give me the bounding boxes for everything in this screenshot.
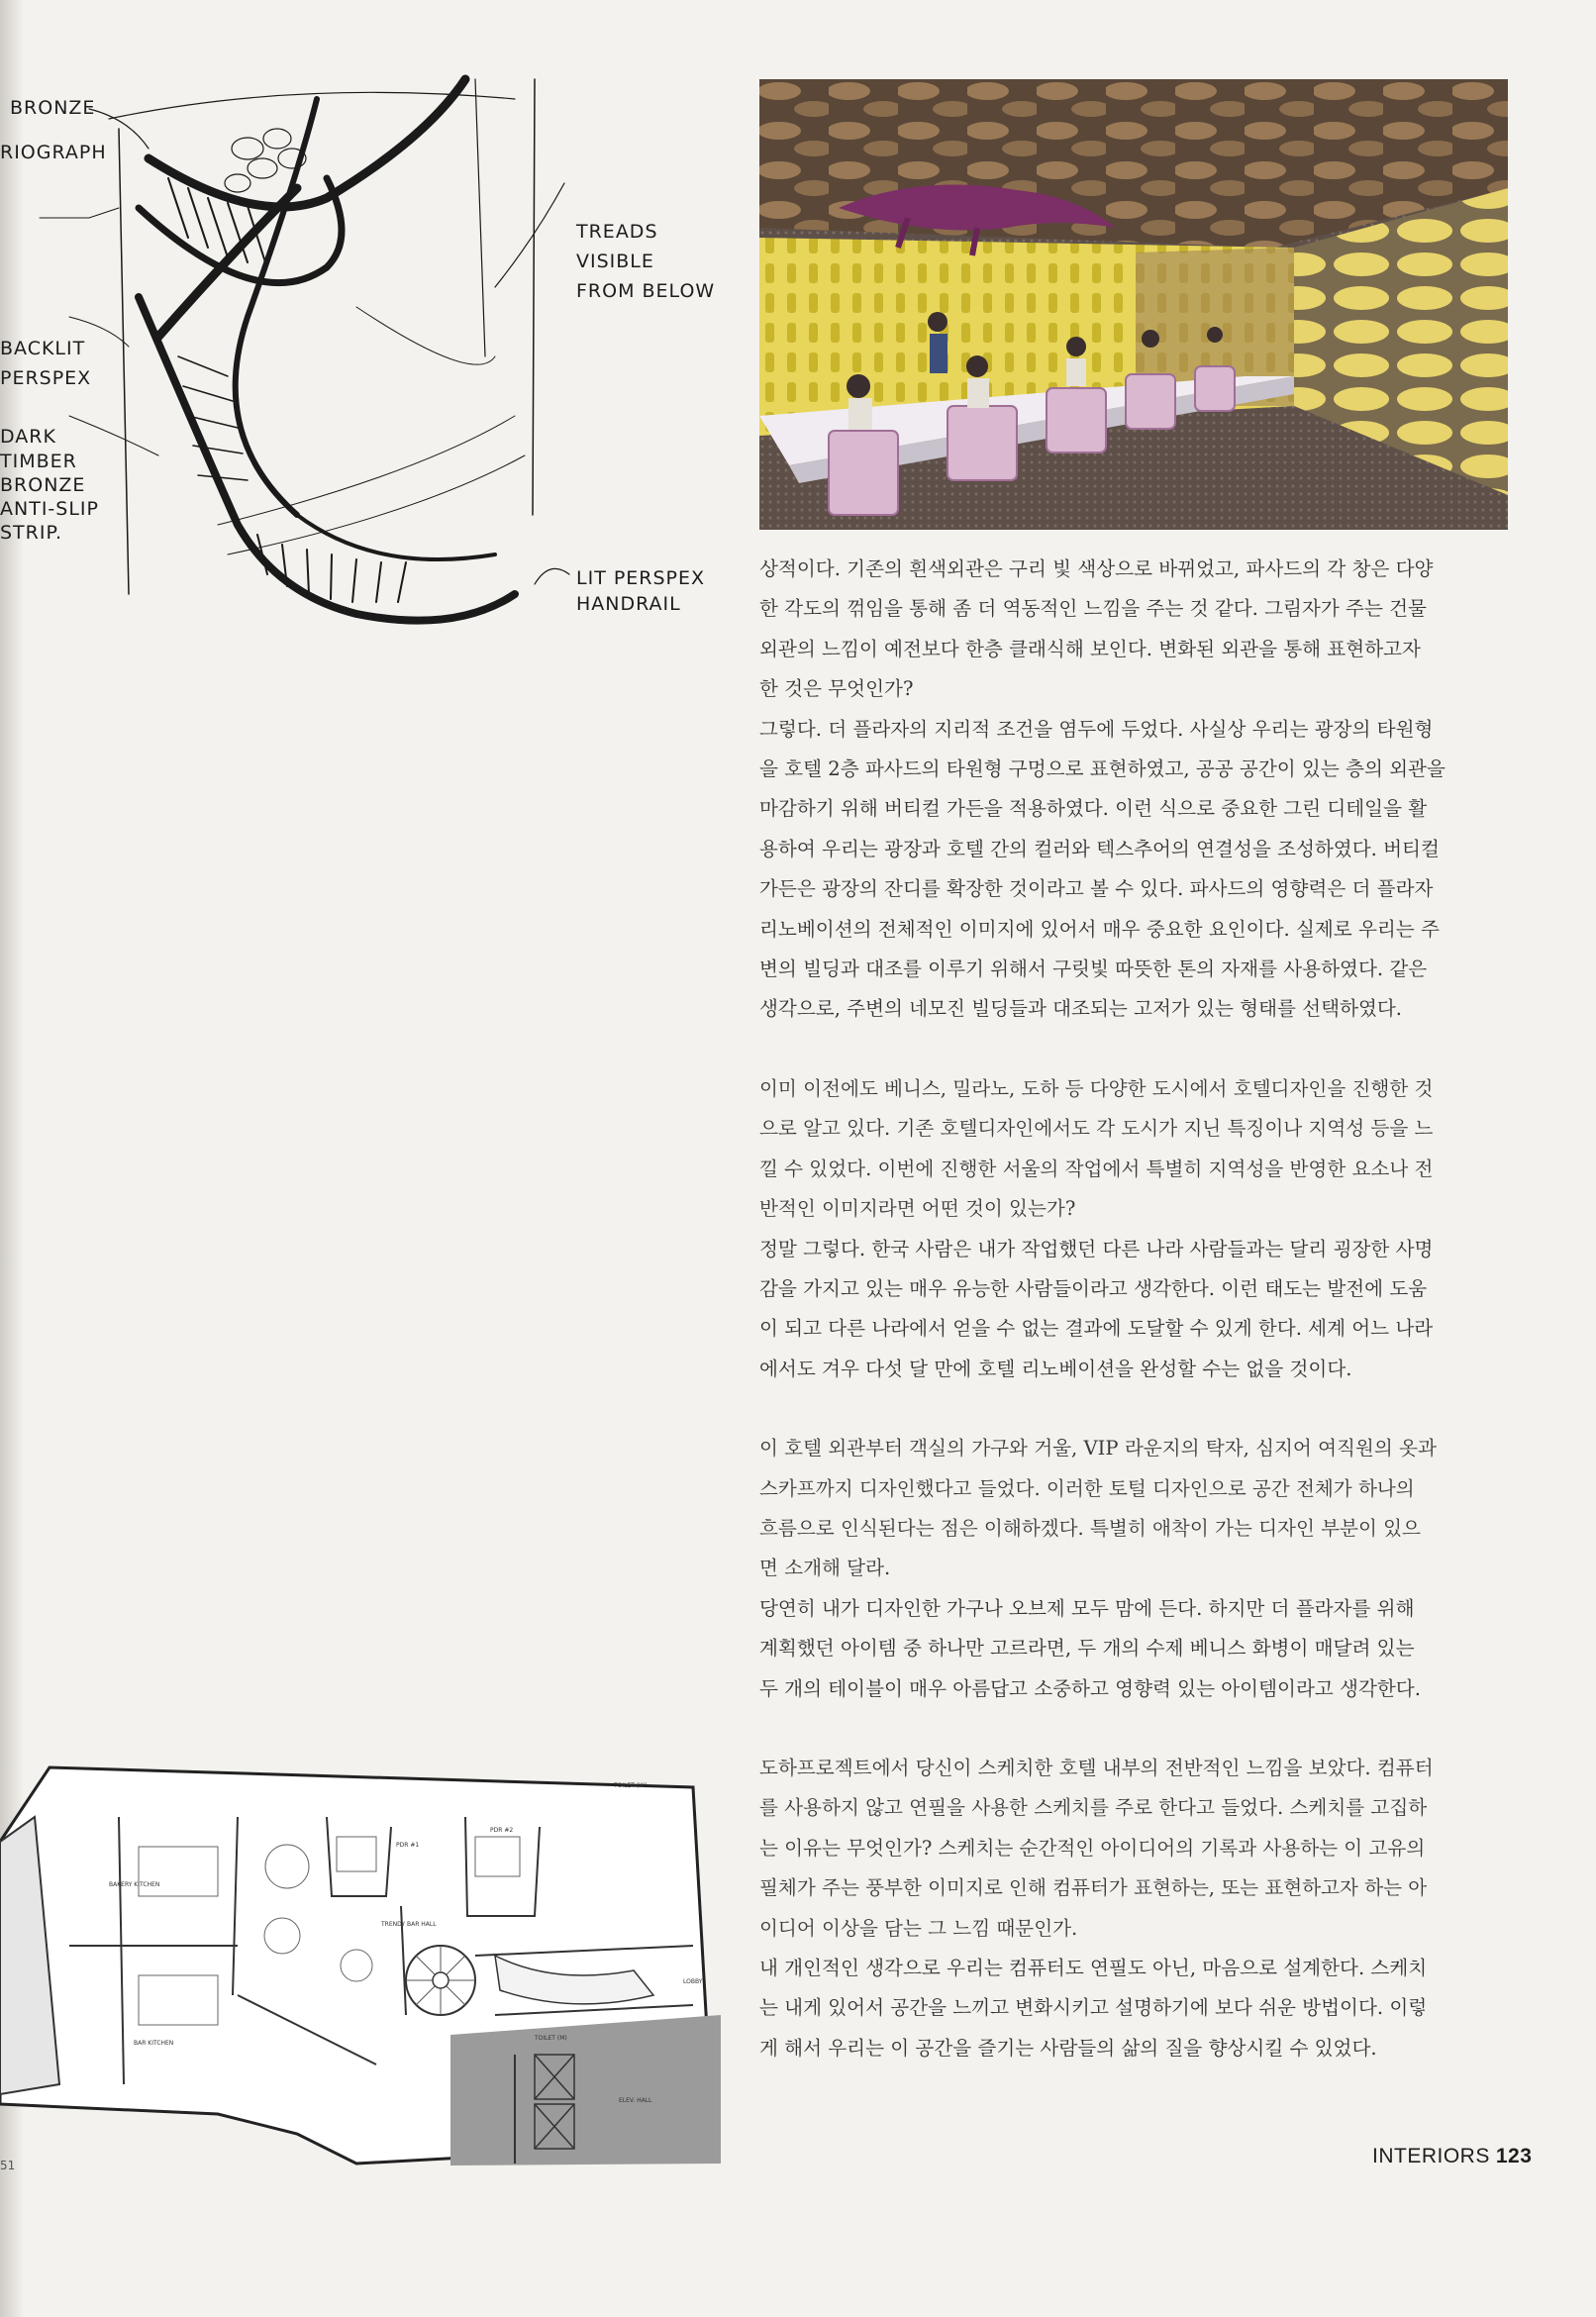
- sketch-label: HANDRAIL: [576, 593, 681, 615]
- answer-line: 리노베이션의 전체적인 이미지에 있어서 매우 중요한 요인이다. 실제로 우리는 주: [759, 917, 1440, 941]
- sketch-label: RIOGRAPH: [0, 142, 107, 163]
- answer-line: 그렇다. 더 플라자의 지리적 조건을 염두에 두었다. 사실상 우리는 광장의 타원형: [759, 717, 1434, 741]
- answer-line: 감을 가지고 있는 매우 유능한 사람들이라고 생각한다. 이런 태도는 발전에 도움: [759, 1276, 1428, 1300]
- answer-line: 는 내게 있어서 공간을 느끼고 변화시키고 설명하기에 보다 쉬운 방법이다. 이렇: [759, 1996, 1428, 2020]
- sketch-label: STRIP.: [0, 522, 63, 544]
- answer-line: 을 호텔 2층 파사드의 타원형 구멍으로 표현하였고, 공공 공간이 있는 층의 외관을: [759, 757, 1446, 781]
- question-line: 필체가 주는 풍부한 이미지로 인해 컴퓨터가 표현하는, 또는 표현하고자 하는 아: [759, 1876, 1428, 1900]
- answer-line: 가든은 광장의 잔디를 확장한 것이라고 볼 수 있다. 파사드의 영향력은 더 플라자: [759, 877, 1434, 901]
- answer-line: 게 해서 우리는 이 공간을 즐기는 사람들의 삶의 질을 향상시킬 수 있었다.: [759, 2036, 1377, 2060]
- question-line: 으로 알고 있다. 기존 호텔디자인에서도 각 도시가 지닌 특징이나 지역성 등을 느: [759, 1117, 1434, 1141]
- plan-label: PDR #2: [490, 1827, 514, 1834]
- answer-line: 당연히 내가 디자인한 가구나 오브제 모두 맘에 든다. 하지만 더 플라자를 위해: [759, 1596, 1415, 1620]
- question-line: 를 사용하지 않고 연필을 사용한 스케치를 주로 한다고 들었다. 스케치를 고집하: [759, 1796, 1428, 1820]
- article-section: [759, 550, 1512, 1030]
- question-line: 흐름으로 인식된다는 점은 이해하겠다. 특별히 애착이 가는 디자인 부분이 있으: [759, 1516, 1421, 1540]
- article-section: [759, 1749, 1512, 2068]
- sketch-label: LIT PERSPEX: [576, 567, 706, 589]
- sketch-label: FROM BELOW: [576, 280, 716, 302]
- question-line: 반적인 이미지라면 어떤 것이 있는가?: [759, 1197, 1076, 1221]
- answer-line: 이 되고 다른 나라에서 얻을 수 없는 결과에 도달할 수 있게 한다. 세계 어느 나라: [759, 1317, 1434, 1341]
- question-line: 낄 수 있었다. 이번에 진행한 서울의 작업에서 특별히 지역성을 반영한 요소나 전: [759, 1157, 1434, 1180]
- question-line: 이 호텔 외관부터 객실의 가구와 거울, VIP 라운지의 탁자, 심지어 여직원의 옷과: [759, 1437, 1437, 1461]
- answer-line: 마감하기 위해 버티컬 가든을 적용하였다. 이런 식으로 중요한 그린 디테일을 활: [759, 797, 1428, 821]
- plan-label: TOILET (M): [535, 2035, 567, 2042]
- answer-line: 상적이다. 기존의 흰색외관은 구리 빛 색상으로 바뀌었고, 파사드의 각 창은 다양: [759, 557, 1434, 580]
- sketch-label: BRONZE: [0, 474, 86, 496]
- staircase-sketch: [0, 59, 723, 654]
- plan-label: PDR #1: [396, 1842, 420, 1849]
- sketch-label: VISIBLE: [576, 251, 654, 272]
- question-line: 이디어 이상을 담는 그 느낌 때문인가.: [759, 1916, 1078, 1940]
- article-body: [759, 550, 1512, 2108]
- answer-line: 정말 그렇다. 한국 사람은 내가 작업했던 다른 나라 사람들과는 달리 굉장한 사명: [759, 1237, 1434, 1260]
- article-section: [759, 1069, 1512, 1389]
- bar-rendering-illustration: [759, 79, 1508, 530]
- sketch-label: DARK: [0, 426, 56, 448]
- answer-line: 변의 빌딩과 대조를 이루기 위해서 구릿빛 따뜻한 톤의 자재를 사용하였다. 같은: [759, 957, 1428, 981]
- answer-line: 용하여 우리는 광장과 호텔 간의 컬러와 텍스추어의 연결성을 조성하였다. 버티컬: [759, 837, 1440, 860]
- answer-line: 두 개의 테이블이 매우 아름답고 소중하고 영향력 있는 아이템이라고 생각한다.: [759, 1676, 1421, 1700]
- plan-label: TRENDY BAR HALL: [381, 1921, 437, 1928]
- answer-line: 에서도 겨우 다섯 달 만에 호텔 리노베이션을 완성할 수는 없을 것이다.: [759, 1357, 1352, 1380]
- plan-label: TOILET (W): [614, 1782, 648, 1789]
- answer-line: 한 것은 무엇인가?: [759, 677, 914, 701]
- question-line: 는 이유는 무엇인가? 스케치는 순간적인 아이디어의 기록과 사용하는 이 고유의: [759, 1836, 1426, 1860]
- plan-label: BAKERY KITCHEN: [109, 1881, 160, 1888]
- answer-line: 계획했던 아이템 중 하나만 고르라면, 두 개의 수제 베니스 화병이 매달려 있는: [759, 1637, 1415, 1661]
- sketch-label: BACKLIT: [0, 338, 86, 359]
- sketch-label: BRONZE: [10, 97, 96, 119]
- plan-label: BAR KITCHEN: [134, 2040, 174, 2047]
- article-section: [759, 1429, 1512, 1709]
- answer-line: 내 개인적인 생각으로 우리는 컴퓨터도 연필도 아닌, 마음으로 설계한다. 스케치: [759, 1957, 1428, 1979]
- answer-line: 한 각도의 꺾임을 통해 좀 더 역동적인 느낌을 주는 것 같다. 그림자가 주는 건물: [759, 597, 1427, 621]
- question-line: 도하프로젝트에서 당신이 스케치한 호텔 내부의 전반적인 느낌을 보았다. 컴퓨터: [759, 1756, 1434, 1779]
- plan-label: ELEV. HALL: [619, 2097, 652, 2104]
- question-line: 스카프까지 디자인했다고 들었다. 이러한 토털 디자인으로 공간 전체가 하나의: [759, 1476, 1415, 1500]
- plan-label: LOBBY: [683, 1978, 703, 1985]
- page-footer: [1372, 2145, 1532, 2168]
- sketch-label: TREADS: [576, 221, 658, 243]
- magazine-name: INTERIORS: [1372, 2145, 1490, 2167]
- question-line: 이미 이전에도 베니스, 밀라노, 도하 등 다양한 도시에서 호텔디자인을 진행한 것: [759, 1076, 1434, 1100]
- sketch-label: ANTI-SLIP: [0, 498, 99, 520]
- page-number: 123: [1495, 2145, 1533, 2167]
- answer-line: 외관의 느낌이 예전보다 한층 클래식해 보인다. 변화된 외관을 통해 표현하고자: [759, 637, 1421, 660]
- question-line: 면 소개해 달라.: [759, 1557, 891, 1580]
- answer-line: 생각으로, 주변의 네모진 빌딩들과 대조되는 고저가 있는 형태를 선택하였다.: [759, 997, 1403, 1021]
- sketch-label: PERSPEX: [0, 367, 92, 389]
- sketch-label: TIMBER: [0, 451, 77, 472]
- facing-page-number: 51: [0, 2159, 16, 2172]
- floor-plan-drawing: [0, 1758, 721, 2168]
